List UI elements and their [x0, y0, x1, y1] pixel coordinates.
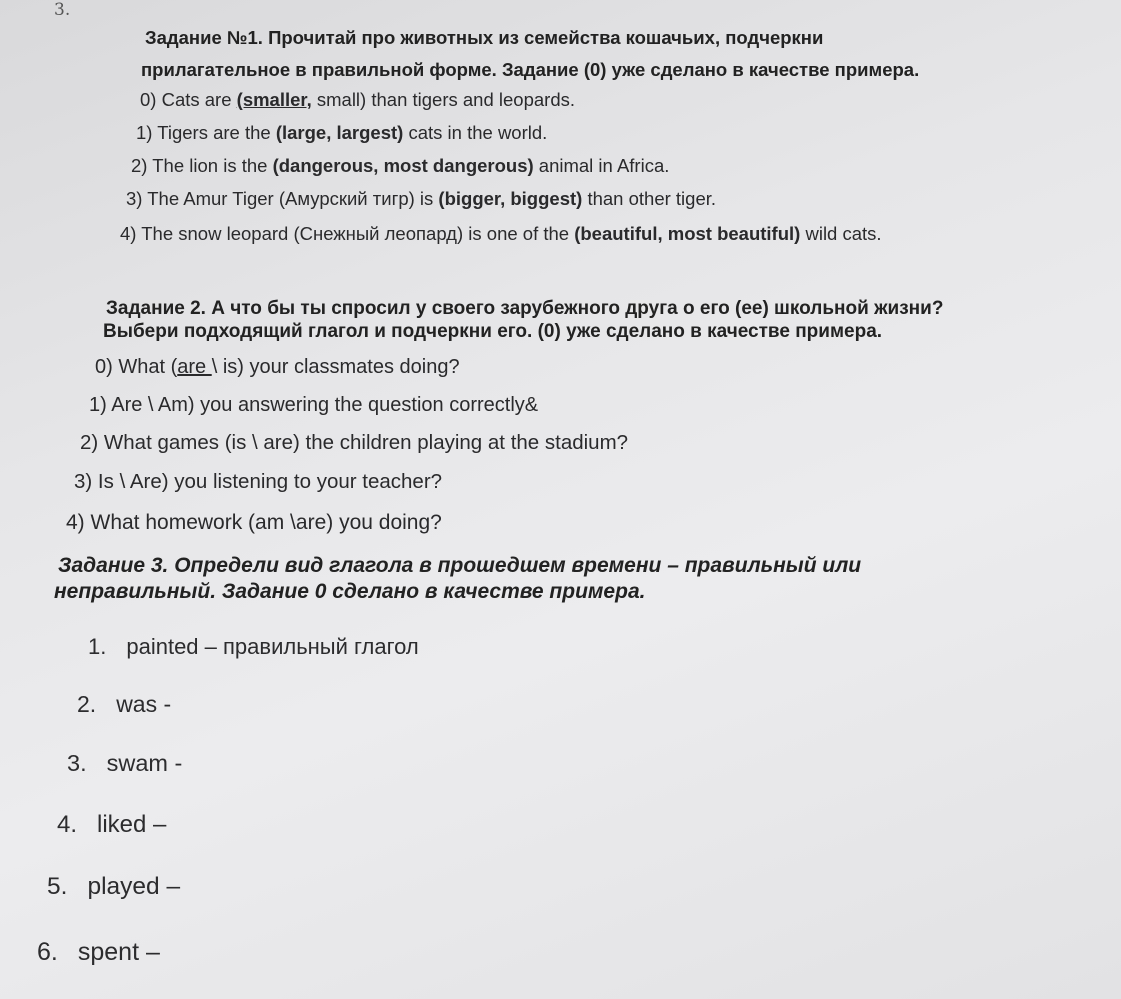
task3-item-4 — [57, 811, 166, 839]
task3-heading-line1: Задание 3. Определи вид глагола в прошедшем времени – правильный или — [58, 554, 862, 577]
item-text: painted – правильный глагол — [126, 634, 419, 659]
task1-item-0 — [140, 91, 575, 110]
task2-item-4: 4) What homework (am \are) you doing? — [66, 511, 442, 534]
task1-item-2 — [131, 157, 669, 176]
options-text: (dangerous, most dangerous) — [272, 155, 534, 176]
task1-item-4 — [120, 225, 882, 244]
item-text: 0) What ( — [95, 356, 178, 378]
item-number: 6. — [37, 938, 58, 966]
item-text: 0) Cats are — [140, 89, 237, 110]
item-text: swam - — [106, 750, 183, 776]
task2-item-2: 2) What games (is \ are) the children playing at the stadium? — [80, 431, 629, 454]
item-text: cats in the world. — [403, 122, 548, 143]
item-text: animal in Africa. — [533, 155, 670, 176]
item-text: liked – — [97, 811, 167, 838]
item-text: wild cats. — [800, 223, 882, 244]
task2-item-1: 1) Are \ Am) you answering the question correctly& — [89, 394, 539, 416]
item-number: 2. — [77, 691, 97, 717]
task3-item-6 — [37, 938, 160, 967]
item-text: \ is) your classmates doing? — [211, 356, 460, 378]
task3-item-1 — [88, 634, 419, 660]
options-text: (beautiful, most beautiful) — [574, 223, 801, 244]
task2-item-0 — [95, 357, 460, 377]
task3-heading-line2: неправильный. Задание 0 сделано в качестве примера. — [54, 580, 646, 603]
item-text: 1) Tigers are the — [136, 122, 276, 143]
option-text: small) — [311, 89, 367, 110]
item-text: than other tiger. — [582, 188, 717, 209]
task3-item-5 — [47, 873, 180, 901]
options-text: (bigger, biggest) — [438, 188, 583, 209]
item-number: 4. — [57, 811, 78, 838]
item-text: spent – — [77, 938, 160, 966]
task1-item-1 — [136, 124, 547, 143]
item-text: 3) The Amur Tiger (Амурский тигр) is — [126, 188, 439, 209]
item-text: than tigers and leopards. — [366, 89, 575, 110]
task2-heading-line2: Выбери подходящий глагол и подчеркни его. (0) уже сделано в качестве примера. — [103, 321, 883, 342]
underlined-answer: are — [177, 356, 212, 378]
corner-number: 3. — [54, 0, 71, 20]
task1-heading-line1: Задание №1. Прочитай про животных из семейства кошачьих, подчеркни — [145, 27, 824, 48]
item-text: 2) The lion is the — [131, 155, 273, 176]
task1-item-3 — [126, 190, 716, 209]
item-number: 3. — [67, 750, 87, 776]
underlined-answer: (smaller, — [236, 89, 312, 110]
task2-item-3: 3) Is \ Are) you listening to your teacher? — [74, 470, 443, 493]
task3-item-3 — [67, 750, 182, 777]
task3-item-2 — [77, 691, 171, 718]
options-text: (large, largest) — [275, 122, 404, 143]
item-text: was - — [116, 691, 172, 717]
item-text: played – — [87, 873, 181, 900]
item-text: 4) The snow leopard (Снежный леопард) is one of the — [120, 223, 575, 244]
task2-heading-line1: Задание 2. А что бы ты спросил у своего зарубежного друга о его (ее) школьной жизни? — [106, 298, 944, 319]
item-number: 1. — [88, 634, 107, 659]
task1-heading-line2: прилагательное в правильной форме. Задание (0) уже сделано в качестве примера. — [141, 59, 920, 80]
item-number: 5. — [47, 873, 68, 900]
